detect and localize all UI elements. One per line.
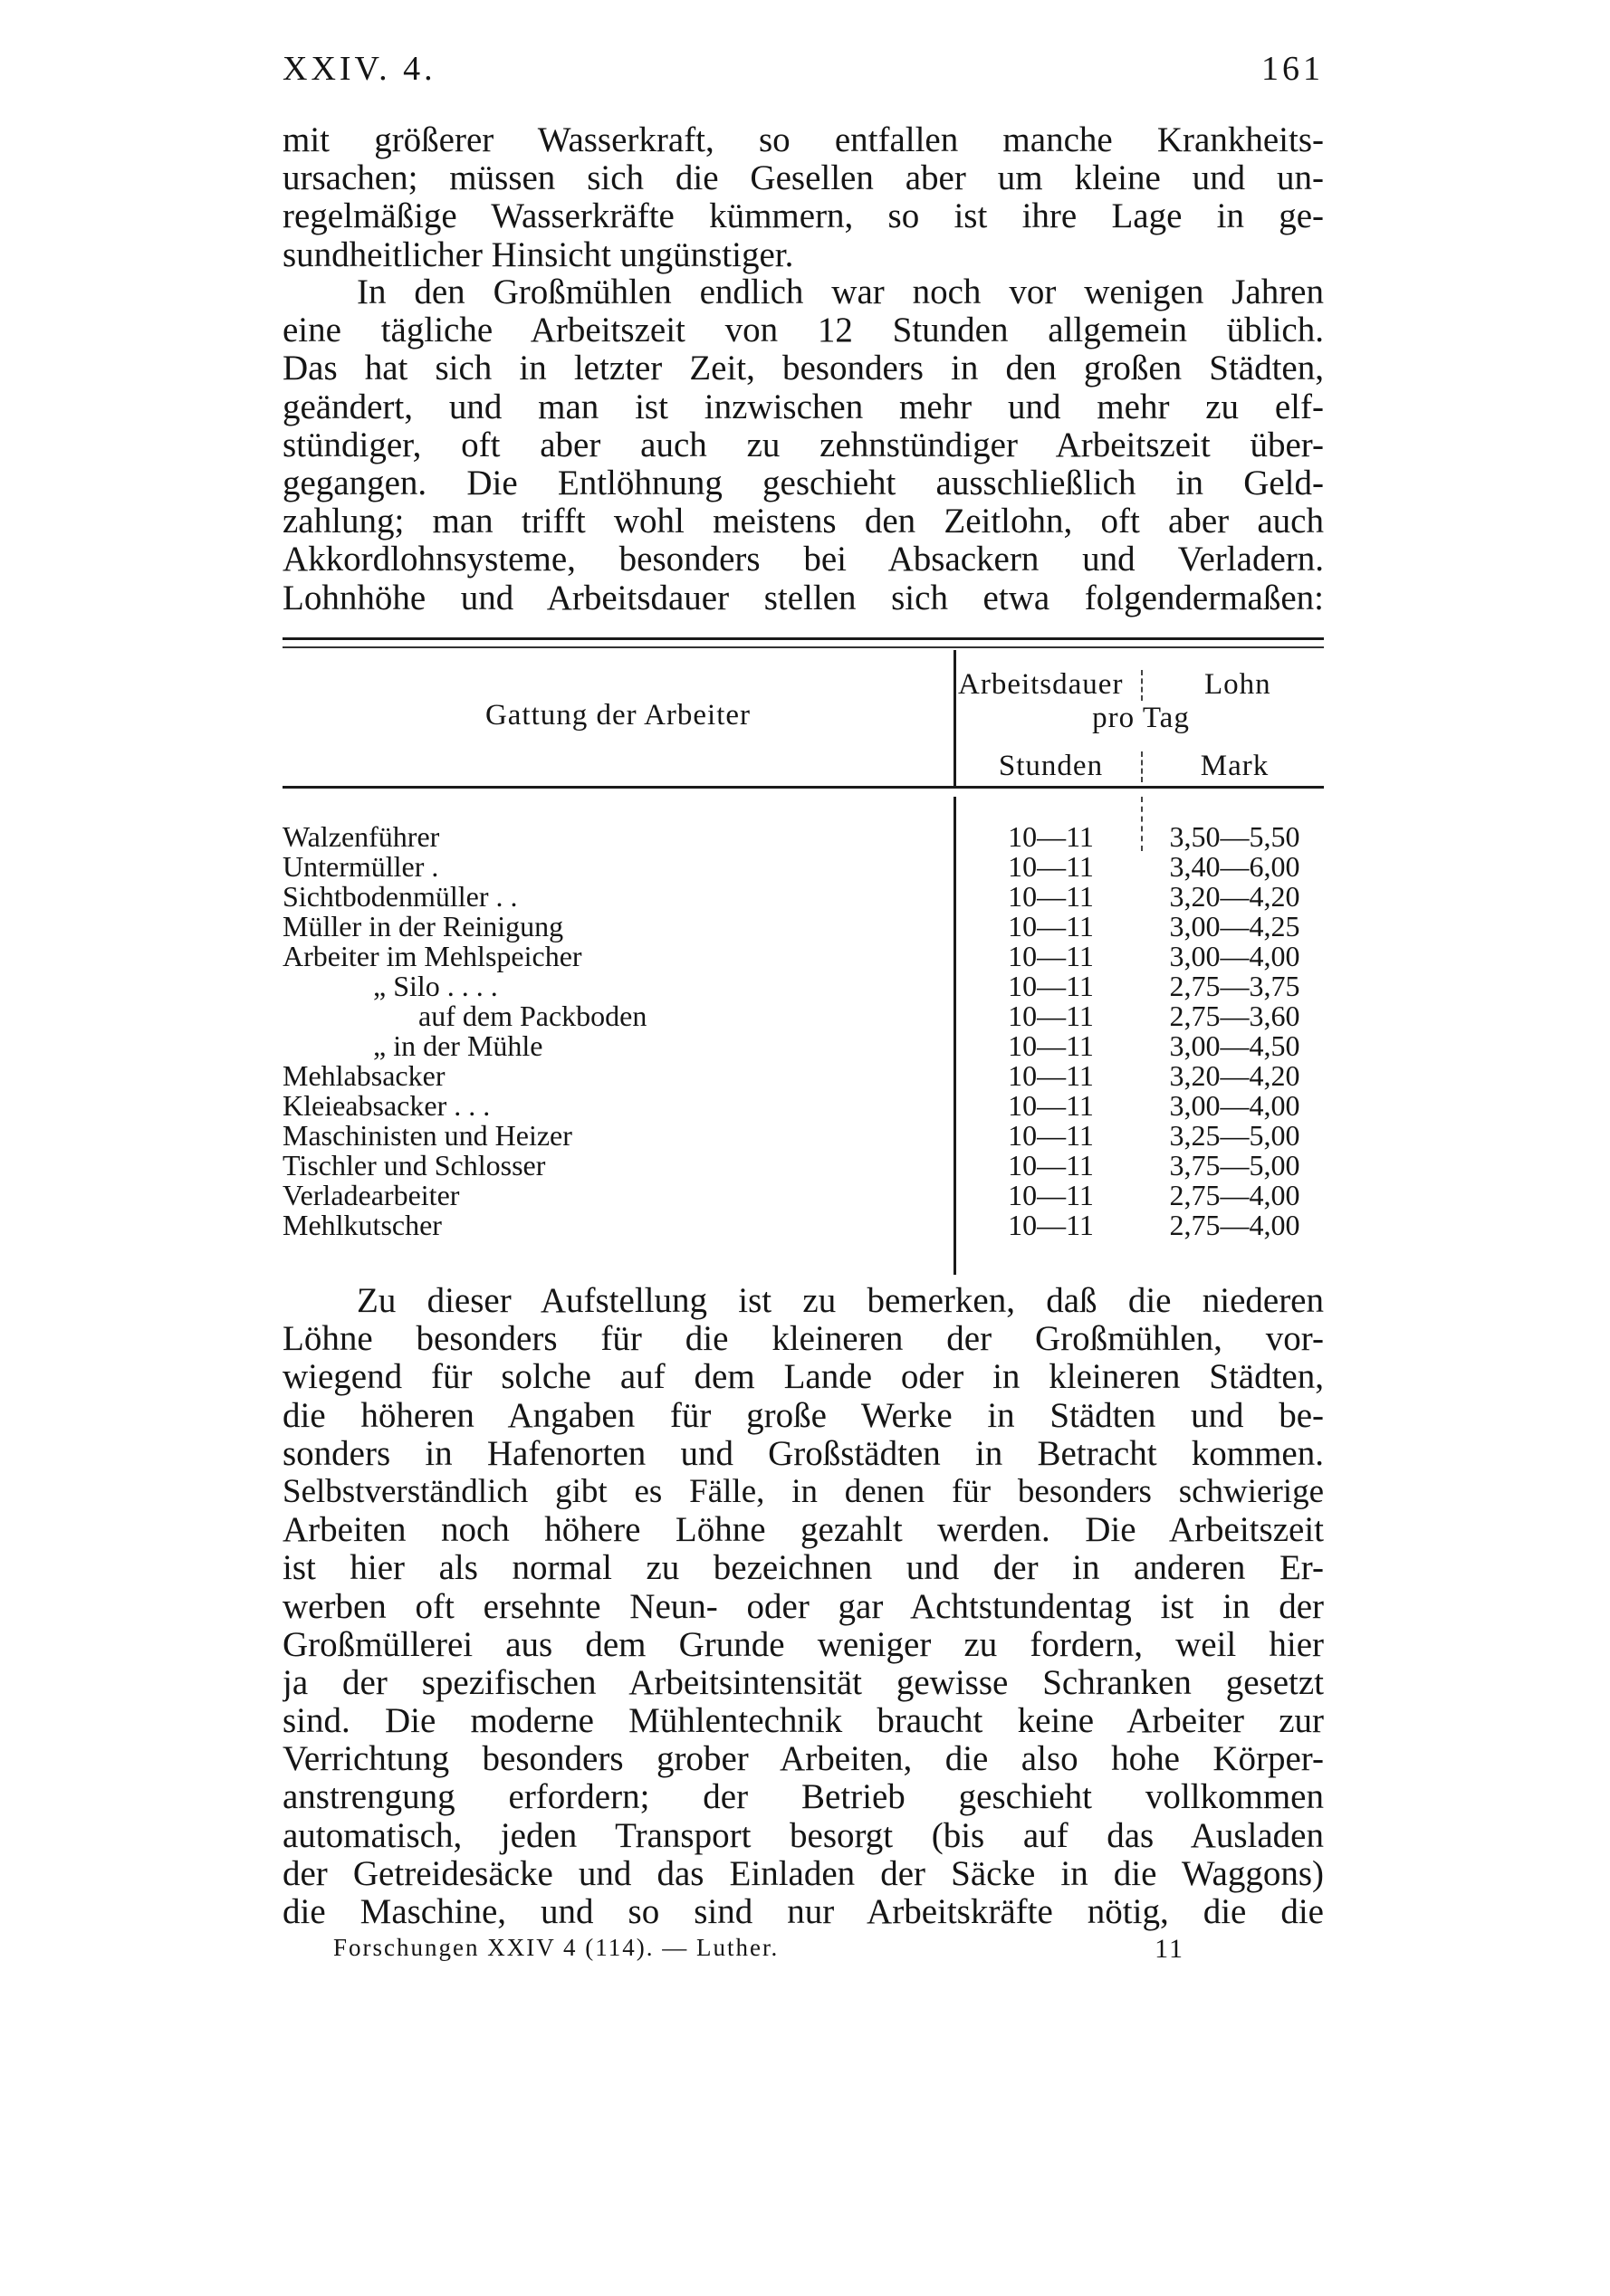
table-row (283, 1001, 1324, 1031)
table-header-rule (283, 786, 1324, 789)
table-row (283, 1151, 1324, 1181)
table-top-rule (283, 637, 1324, 640)
column-header-worker-type: Gattung der Arbeiter (484, 699, 752, 732)
volume-number: XXIV. 4. (283, 50, 436, 88)
column-header-duration: Arbeitsdauer (958, 668, 1124, 701)
daily-wage: 2,75—4,00 (1169, 1179, 1300, 1211)
intro-paragraph (283, 121, 1324, 274)
text-line: mit größerer Wasserkraft, so entfallen manche Krankheits- (283, 121, 1324, 159)
text-line: Arbeiten noch höhere Löhne gezahlt werden. Die Arbeitszeit (283, 1511, 1324, 1550)
signature-mark: 11 (1155, 1934, 1184, 1964)
footer-citation: Forschungen XXIV 4 (114). — Luther. (333, 1934, 780, 1961)
worker-type: Walzenführer (283, 820, 440, 853)
daily-wage: 3,00—4,25 (1169, 910, 1300, 942)
text-line: sundheitlicher Hinsicht ungünstiger. (283, 235, 794, 274)
text-line: Lohnhöhe und Arbeitsdauer stellen sich etwa folgendermaßen: (283, 579, 1324, 617)
wage-intro-paragraph (283, 273, 1324, 617)
daily-wage: 2,75—4,00 (1169, 1209, 1300, 1241)
daily-wage: 3,20—4,20 (1169, 1059, 1300, 1092)
worker-type: Mehlabsacker (283, 1059, 446, 1092)
text-line: Das hat sich in letzter Zeit, besonders in den großen Städten, (283, 349, 1324, 388)
worker-type: Arbeiter im Mehlspeicher (283, 940, 582, 972)
text-line: die höheren Angaben für große Werke in Städten und be- (283, 1396, 1324, 1435)
table-row (283, 822, 1324, 852)
commentary-paragraph (283, 1282, 1324, 1931)
text-line: sonders in Hafenorten und Großstädten in Betracht kommen. (283, 1434, 1324, 1473)
table-row (283, 1061, 1324, 1091)
worker-type: auf dem Packboden (418, 1000, 647, 1032)
worker-type: Untermüller . (283, 850, 439, 883)
unit-header-mark: Mark (1200, 750, 1270, 782)
text-line: eine tägliche Arbeitszeit von 12 Stunden allgemein üblich. (283, 311, 1324, 350)
text-line: regelmäßige Wasserkräfte kümmern, so ist ihre Lage in ge- (283, 197, 1324, 236)
text-line: wiegend für solche auf dem Lande oder in kleineren Städten, (283, 1358, 1324, 1397)
daily-wage: 3,20—4,20 (1169, 880, 1300, 913)
text-line: automatisch, jeden Transport besorgt (bis auf das Ausladen (283, 1816, 1324, 1855)
text-line: ursachen; müssen sich die Gesellen aber um kleine und un- (283, 159, 1324, 198)
worker-type: Verladearbeiter (283, 1179, 460, 1211)
column-header-per-day: pro Tag (1092, 702, 1190, 734)
daily-wage: 3,50—5,50 (1169, 820, 1300, 853)
column-header-wage: Lohn (1204, 668, 1271, 701)
worker-type: „ in der Mühle (373, 1029, 543, 1062)
text-line: werben oft ersehnte Neun- oder gar Achtstundentag ist in der (283, 1587, 1324, 1626)
worker-type: Maschinisten und Heizer (283, 1119, 572, 1152)
worker-type: „ Silo . . . . (373, 970, 498, 1002)
work-hours: 10—11 (1008, 940, 1094, 972)
page-number: 161 (1261, 50, 1324, 88)
text-line: ja der spezifischen Arbeitsintensität gewisse Schranken gesetzt (283, 1663, 1324, 1702)
text-line: der Getreidesäcke und das Einladen der Säcke in die Waggons) (283, 1854, 1324, 1893)
table-row (283, 1091, 1324, 1121)
table-subcolumn-divider (1141, 670, 1143, 701)
work-hours: 10—11 (1008, 970, 1094, 1002)
text-line: sind. Die moderne Mühlentechnik braucht keine Arbeiter zur (283, 1702, 1324, 1741)
table-row (283, 1210, 1324, 1240)
work-hours: 10—11 (1008, 910, 1094, 942)
daily-wage: 3,00—4,00 (1169, 940, 1300, 972)
worker-type: Kleieabsacker . . . (283, 1089, 491, 1122)
work-hours: 10—11 (1008, 1179, 1094, 1211)
text-line: Löhne besonders für die kleineren der Großmühlen, vor- (283, 1320, 1324, 1359)
daily-wage: 3,00—4,50 (1169, 1029, 1300, 1062)
table-row (283, 971, 1324, 1001)
daily-wage: 2,75—3,60 (1169, 1000, 1300, 1032)
text-line: Akkordlohnsysteme, besonders bei Absackern und Verladern. (283, 541, 1324, 579)
worker-type: Tischler und Schlosser (283, 1149, 546, 1181)
work-hours: 10—11 (1008, 1209, 1094, 1241)
text-line: Verrichtung besonders grober Arbeiten, die also hohe Körper- (283, 1740, 1324, 1779)
work-hours: 10—11 (1008, 1089, 1094, 1122)
daily-wage: 3,75—5,00 (1169, 1149, 1300, 1181)
daily-wage: 3,25—5,00 (1169, 1119, 1300, 1152)
unit-header-hours: Stunden (998, 750, 1104, 782)
table-column-divider (954, 650, 956, 786)
worker-type: Sichtbodenmüller . . (283, 880, 518, 913)
text-line: geändert, und man ist inzwischen mehr und mehr zu elf- (283, 387, 1324, 426)
table-row (283, 1121, 1324, 1151)
work-hours: 10—11 (1008, 1059, 1094, 1092)
worker-type: Mehlkutscher (283, 1209, 442, 1241)
table-body (283, 822, 1324, 1240)
table-row (283, 882, 1324, 912)
work-hours: 10—11 (1008, 1000, 1094, 1032)
text-line: zahlung; man trifft wohl meistens den Zeitlohn, oft aber auch (283, 502, 1324, 541)
work-hours: 10—11 (1008, 880, 1094, 913)
daily-wage: 3,00—4,00 (1169, 1089, 1300, 1122)
signature-footer (333, 1934, 1184, 1970)
work-hours: 10—11 (1008, 820, 1094, 853)
text-line: In den Großmühlen endlich war noch vor wenigen Jahren (357, 273, 1324, 311)
table-row (283, 852, 1324, 882)
worker-type: Müller in der Reinigung (283, 910, 564, 942)
table-row (283, 1181, 1324, 1210)
daily-wage: 3,40—6,00 (1169, 850, 1300, 883)
text-line: ist hier als normal zu bezeichnen und der in anderen Er- (283, 1549, 1324, 1588)
table-row (283, 1031, 1324, 1061)
work-hours: 10—11 (1008, 850, 1094, 883)
daily-wage: 2,75—3,75 (1169, 970, 1300, 1002)
text-line: gegangen. Die Entlöhnung geschieht ausschließlich in Geld- (283, 464, 1324, 502)
work-hours: 10—11 (1008, 1119, 1094, 1152)
text-line: Großmüllerei aus dem Grunde weniger zu fordern, weil hier (283, 1625, 1324, 1664)
table-row (283, 912, 1324, 942)
table-row (283, 942, 1324, 971)
running-head (283, 49, 1324, 94)
text-line: die Maschine, und so sind nur Arbeitskräfte nötig, die die (283, 1893, 1324, 1931)
text-line: Selbstverständlich gibt es Fälle, in denen für besonders schwierige (283, 1472, 1324, 1510)
table-top-rule-thin (283, 646, 1324, 648)
text-line: stündiger, oft aber auch zu zehnstündiger Arbeitszeit über- (283, 426, 1324, 464)
text-line: Zu dieser Aufstellung ist zu bemerken, daß die niederen (357, 1282, 1324, 1320)
text-line: anstrengung erfordern; der Betrieb geschieht vollkommen (283, 1778, 1324, 1817)
work-hours: 10—11 (1008, 1029, 1094, 1062)
work-hours: 10—11 (1008, 1149, 1094, 1181)
